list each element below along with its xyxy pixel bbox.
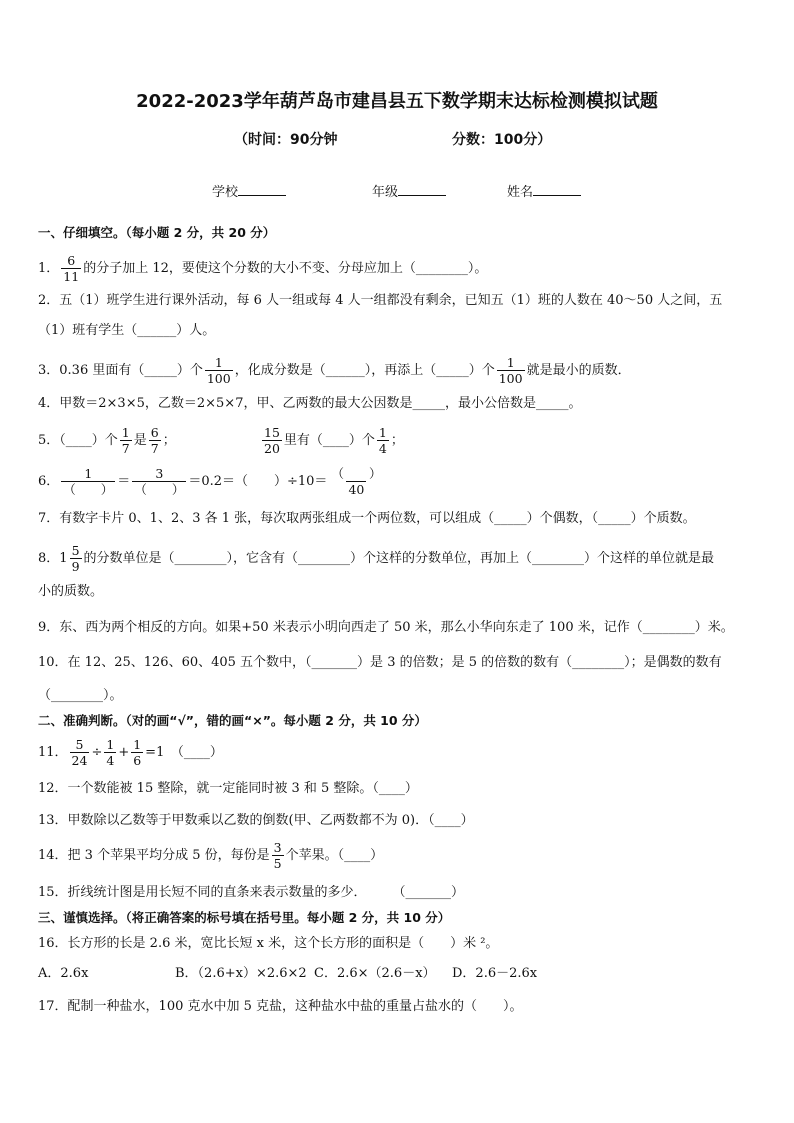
question-5	[38, 425, 176, 456]
q14-fraction	[272, 840, 284, 871]
q8-part-a: 8．	[38, 551, 60, 566]
q11-number: 11．	[38, 745, 68, 760]
q1-numerator: 6	[67, 253, 76, 268]
q8-whole: 1	[59, 550, 68, 566]
q6-f3-denominator: 40	[348, 482, 365, 497]
q1-text: 的分子加上 12，要使这个分数的大小不变、分母应加上（________）。	[83, 261, 488, 276]
q5-f1-denominator: 7	[121, 441, 130, 456]
question-8-line-2: 小的质数。	[38, 584, 104, 599]
q5-f2-numerator: 6	[150, 425, 159, 440]
q6-f1-numerator: 1	[84, 466, 93, 481]
q5-fraction-1	[120, 425, 132, 456]
q8-denominator: 9	[71, 559, 80, 574]
question-6	[38, 466, 385, 497]
q6-part-a: 6．	[38, 474, 60, 489]
q11-fraction-1	[70, 737, 90, 768]
school-blank	[238, 184, 286, 196]
q11-f3-numerator: 1	[133, 737, 142, 752]
q11-f1-denominator: 24	[71, 753, 88, 768]
q5-fraction-4	[377, 425, 389, 456]
q11-plus: +	[118, 745, 130, 760]
q5-part-c: ；	[162, 433, 176, 448]
q3-part-a: 3．0.36 里面有（_____）个	[38, 363, 203, 378]
q6-f1-denominator: （ ）	[63, 482, 114, 497]
q6-f2-numerator: 3	[155, 466, 164, 481]
q5-f4-denominator: 4	[378, 441, 387, 456]
q14-part-b: 个苹果。（____）	[285, 848, 384, 863]
q3-f1-denominator: 100	[206, 371, 231, 386]
q11-f1-numerator: 5	[75, 737, 84, 752]
q6-f3-numerator: （ ）	[331, 466, 382, 481]
q1-fraction	[61, 253, 81, 284]
question-16: 16．长方形的长是 2.6 米，宽比长短 x 米，这个长方形的面积是（ ）米 ²。	[38, 936, 499, 951]
q11-f2-denominator: 4	[106, 753, 115, 768]
q16-option-a: A．2.6x	[38, 966, 89, 981]
school-field	[212, 181, 286, 200]
section-2-heading: 二、准确判断。（对的画“√”，错的画“×”。每小题 2 分，共 10 分）	[38, 713, 427, 728]
exam-time: （时间：90分钟	[234, 132, 338, 148]
grade-field	[372, 181, 446, 200]
q5-f1-numerator: 1	[121, 425, 130, 440]
q5-fraction-2	[149, 425, 161, 456]
question-1	[38, 253, 487, 284]
section-3-heading: 三、谨慎选择。（将正确答案的标号填在括号里。每小题 2 分，共 10 分）	[38, 910, 451, 925]
q16-option-d: D．2.6－2.6x	[452, 966, 538, 981]
q16-option-b: B．（2.6+x）×2.6×2	[175, 966, 307, 981]
question-3	[38, 355, 631, 386]
question-8	[38, 543, 714, 574]
q11-fraction-2	[104, 737, 116, 768]
q3-fraction-2	[497, 355, 525, 386]
q14-denominator: 5	[273, 856, 282, 871]
q1-denominator: 11	[63, 269, 80, 284]
question-5-second-part	[260, 425, 404, 456]
grade-label: 年级	[372, 185, 399, 200]
question-10-line-2: （________）。	[38, 688, 123, 703]
q14-part-a: 14．把 3 个苹果平均分成 5 份，每份是	[38, 848, 270, 863]
q8-part-b: 的分数单位是（________），它含有（________）个这样的分数单位，再加上（________）个这样的单位就是最	[83, 551, 715, 566]
page-title: 2022-2023学年葫芦岛市建昌县五下数学期末达标检测模拟试题	[136, 91, 658, 112]
q8-fraction	[70, 543, 82, 574]
question-12: 12．一个数能被 15 整除，就一定能同时被 3 和 5 整除。（____）	[38, 781, 418, 796]
q8-mixed-number	[59, 543, 83, 574]
q3-f1-numerator: 1	[214, 355, 223, 370]
q5-f3-denominator: 20	[264, 441, 280, 456]
question-13: 13．甲数除以乙数等于甲数乘以乙数的倒数(甲、乙两数都不为 0)．（____）	[38, 813, 474, 828]
q6-fraction-1	[61, 466, 115, 497]
question-15: 15．折线统计图是用长短不同的直条来表示数量的多少． （_______）	[38, 885, 465, 900]
name-field	[507, 181, 581, 200]
q5-part-a: 5．（____）个	[38, 433, 118, 448]
q6-fraction-2	[132, 466, 186, 497]
q5-f2-denominator: 7	[150, 441, 159, 456]
q5-f3-numerator: 15	[264, 425, 280, 440]
question-17: 17．配制一种盐水，100 克水中加 5 克盐，这种盐水中盐的重量占盐水的（ ）。	[38, 999, 523, 1014]
q5-part-e: ；	[390, 433, 404, 448]
section-1-heading: 一、仔细填空。（每小题 2 分，共 20 分）	[38, 225, 276, 240]
question-14	[38, 840, 383, 871]
q14-numerator: 3	[273, 840, 282, 855]
question-7: 7．有数字卡片 0、1、2、3 各 1 张，每次取两张组成一个两位数，可以组成（_____）个偶数，（_____）个质数。	[38, 511, 696, 526]
school-label: 学校	[212, 185, 239, 200]
question-2-line-2: （1）班有学生（______）人。	[38, 323, 216, 338]
q6-part-b: ＝0.2＝（ ）÷10＝	[188, 474, 328, 489]
q6-f2-denominator: （ ）	[134, 482, 185, 497]
q5-part-b: 是	[133, 433, 147, 448]
q11-fraction-3	[131, 737, 143, 768]
question-9: 9．东、西为两个相反的方向。如果+50 米表示小明向西走了 50 米，那么小华向东走了 100 米，记作（________）米。	[38, 620, 734, 635]
q3-part-c: 就是最小的质数．	[526, 363, 631, 378]
q5-f4-numerator: 1	[378, 425, 387, 440]
name-label: 姓名	[507, 185, 534, 200]
q5-part-d: 里有（____）个	[283, 433, 375, 448]
q11-text: =1 （____）	[145, 745, 223, 760]
exam-score: 分数：100分）	[452, 132, 552, 148]
q16-option-c: C．2.6×（2.6－x）	[314, 966, 436, 981]
q5-fraction-3	[262, 425, 282, 456]
q11-divide: ÷	[91, 745, 103, 760]
q3-f2-denominator: 100	[498, 371, 523, 386]
question-11	[38, 737, 223, 768]
q8-numerator: 5	[71, 543, 80, 558]
q3-f2-numerator: 1	[506, 355, 515, 370]
q11-f3-denominator: 6	[133, 753, 142, 768]
q6-equals: ＝	[117, 474, 131, 489]
question-10-line-1: 10．在 12、25、126、60、405 五个数中，（_______）是 3 的倍数；是 5 的倍数的数有（________）；是偶数的数有	[38, 655, 722, 670]
name-blank	[533, 184, 581, 196]
grade-blank	[398, 184, 446, 196]
q6-fraction-3	[329, 466, 383, 497]
q3-part-b: ，化成分数是（______），再添上（_____）个	[234, 363, 495, 378]
question-2-line-1: 2．五（1）班学生进行课外活动，每 6 人一组或每 4 人一组都没有剩余，已知五（1）班的人数在 40～50 人之间，五	[38, 293, 723, 308]
q1-number: 1．	[38, 261, 60, 276]
q3-fraction-1	[205, 355, 233, 386]
question-4: 4．甲数＝2×3×5，乙数＝2×5×7，甲、乙两数的最大公因数是_____，最小公倍数是_____。	[38, 396, 582, 411]
q11-f2-numerator: 1	[106, 737, 115, 752]
